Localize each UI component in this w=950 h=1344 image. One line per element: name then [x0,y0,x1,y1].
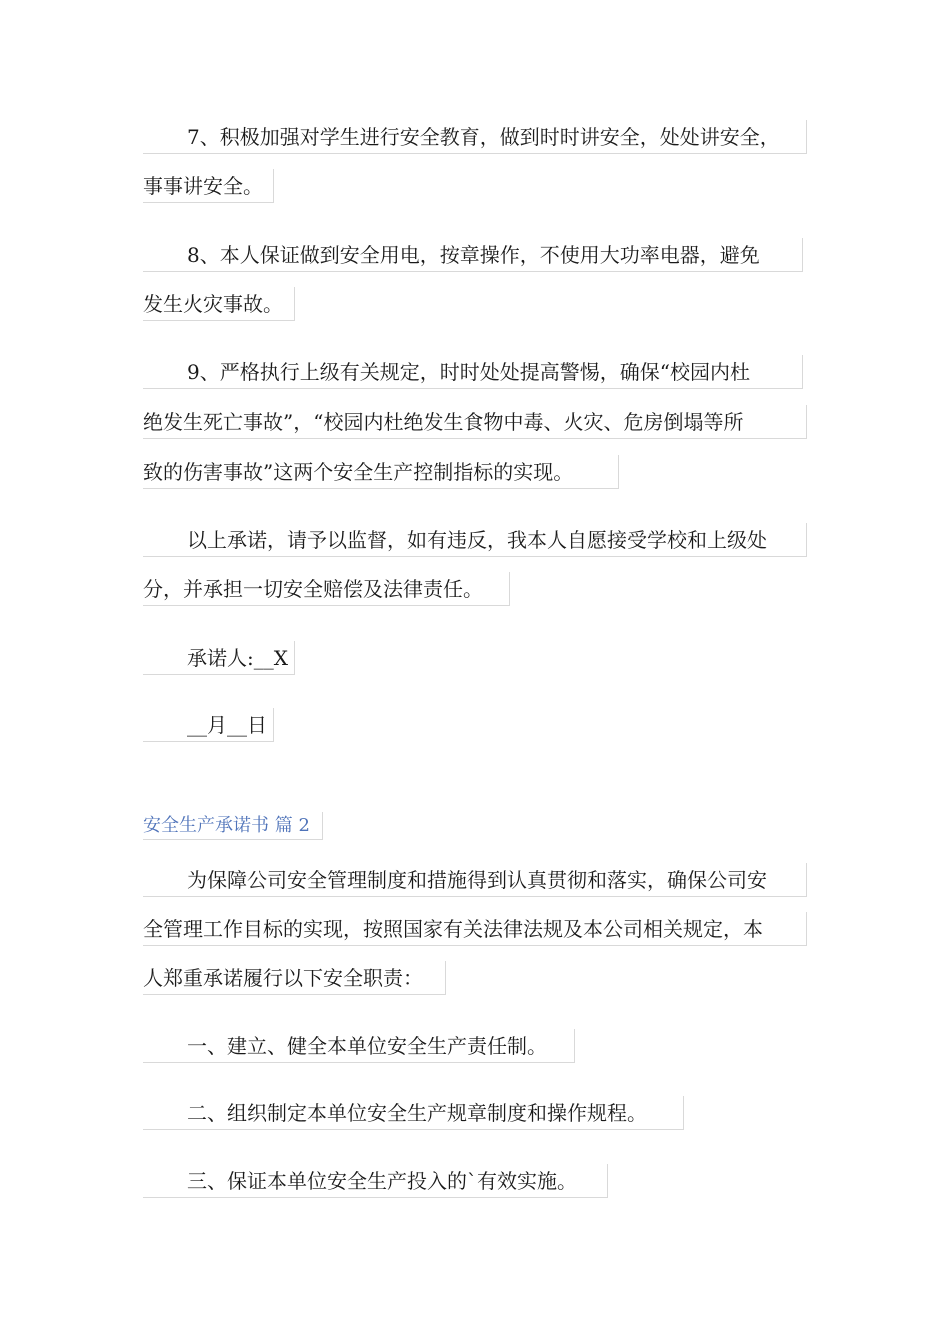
date-line: __月__日 [143,708,274,742]
paragraph-9-line-1: 9、严格执行上级有关规定，时时处处提高警惕，确保“校园内杜 [143,355,803,389]
paragraph-7-line-1: 7、积极加强对学生进行安全教育，做到时时讲安全，处处讲安全， [143,120,807,154]
closing-line-2: 分，并承担一切安全赔偿及法律责任。 [143,572,510,606]
paragraph-7-line-2: 事事讲安全。 [143,169,274,203]
duty-item-1: 一、建立、健全本单位安全生产责任制。 [143,1029,575,1063]
intro-line-2: 全管理工作目标的实现，按照国家有关法律法规及本公司相关规定，本 [143,912,807,946]
closing-line-1: 以上承诺，请予以监督，如有违反，我本人自愿接受学校和上级处 [143,523,807,557]
paragraph-8-line-2: 发生火灾事故。 [143,287,295,321]
section-2-heading: 安全生产承诺书 篇 2 [143,812,323,840]
signer-line: 承诺人:__X [143,641,295,675]
intro-line-1: 为保障公司安全管理制度和措施得到认真贯彻和落实，确保公司安 [143,863,807,897]
intro-line-3: 人郑重承诺履行以下安全职责： [143,961,446,995]
duty-item-2: 二、组织制定本单位安全生产规章制度和操作规程。 [143,1096,684,1130]
paragraph-9-line-2: 绝发生死亡事故”，“校园内杜绝发生食物中毒、火灾、危房倒塌等所 [143,405,807,439]
duty-item-3: 三、保证本单位安全生产投入的`有效实施。 [143,1164,608,1198]
paragraph-9-line-3: 致的伤害事故”这两个安全生产控制指标的实现。 [143,455,619,489]
paragraph-8-line-1: 8、本人保证做到安全用电，按章操作，不使用大功率电器，避免 [143,238,803,272]
